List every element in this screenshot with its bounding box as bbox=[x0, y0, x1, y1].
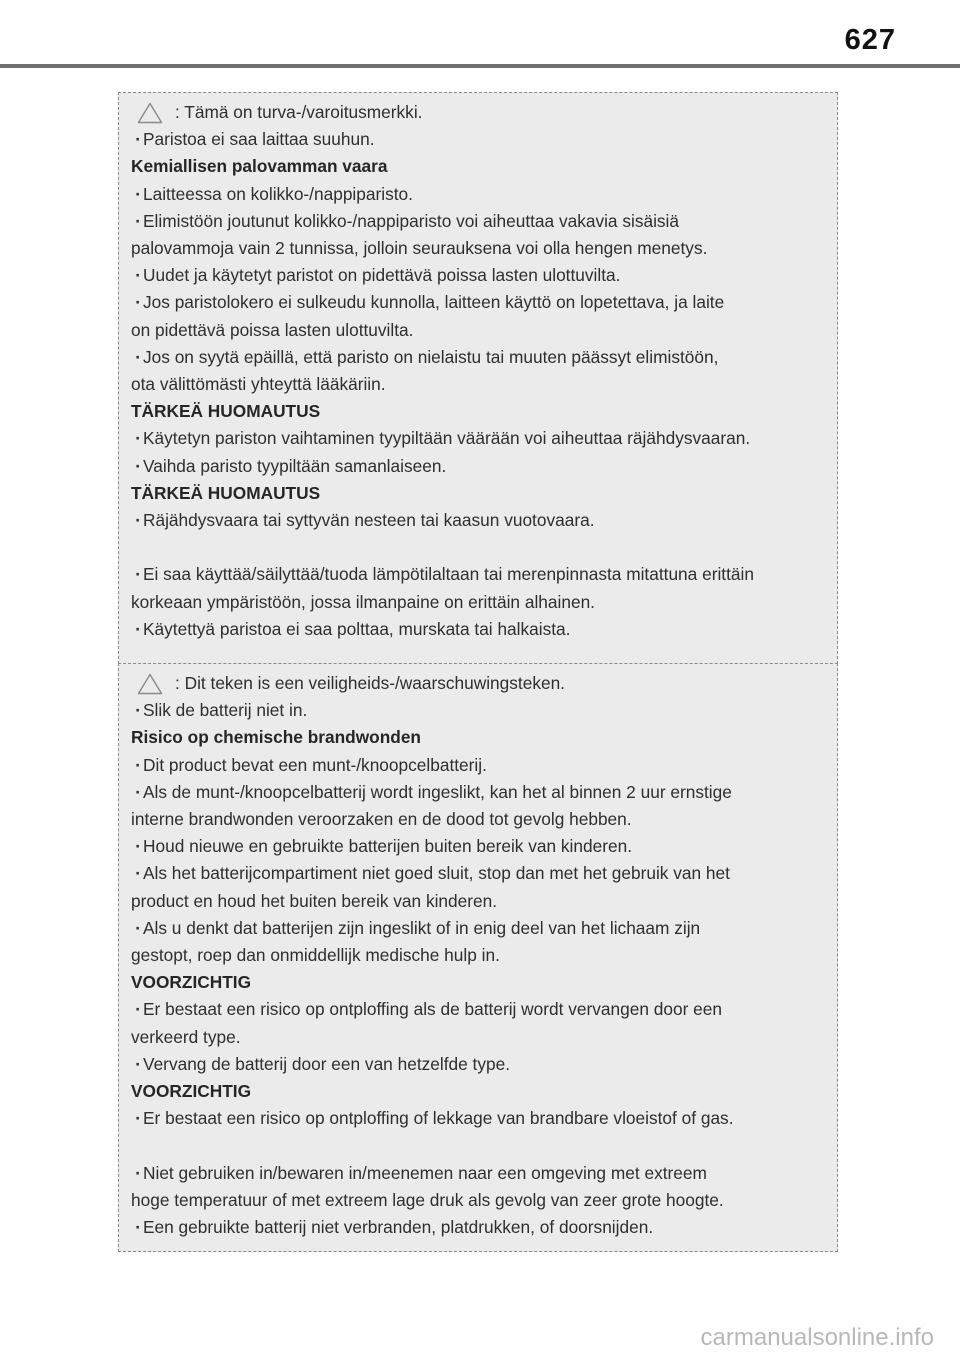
section-heading: VOORZICHTIG bbox=[131, 972, 252, 993]
bullet-item: · Uudet ja käytetyt paristot on pidettävä poissa lasten ulottuvilta. bbox=[131, 262, 827, 289]
dutch-warning-box bbox=[118, 663, 838, 1252]
bullet-item: · Als u denkt dat batterijen zijn ingeslikt of in enig deel van het lichaam zijn bbox=[131, 915, 827, 942]
continuation-line: product en houd het buiten bereik van kinderen. bbox=[131, 890, 498, 911]
header-rule bbox=[0, 64, 960, 68]
section-heading: Kemiallisen palovamman vaara bbox=[131, 156, 388, 177]
bullet-item: · Vaihda paristo tyypiltään samanlaiseen. bbox=[131, 453, 827, 480]
bullet-item: · Jos on syytä epäillä, että paristo on nielaistu tai muuten päässyt elimistöön, bbox=[131, 344, 827, 371]
section-heading: Risico op chemische brandwonden bbox=[131, 727, 421, 748]
watermark: carmanualsonline.info bbox=[700, 1324, 934, 1351]
warning-triangle-icon bbox=[137, 673, 163, 695]
bullet-item: · Elimistöön joutunut kolikko-/nappiparisto voi aiheuttaa vakavia sisäisiä bbox=[131, 208, 827, 235]
symbol-text: : Tämä on turva-/varoitusmerkki. bbox=[175, 102, 423, 122]
bullet-item: · Slik de batterij niet in. bbox=[131, 697, 827, 724]
bullet-item: · Ei saa käyttää/säilyttää/tuoda lämpötilaltaan tai merenpinnasta mitattuna erittäin bbox=[131, 561, 827, 588]
symbol-line bbox=[131, 670, 827, 697]
bullet-item: · Dit product bevat een munt-/knoopcelbatterij. bbox=[131, 752, 827, 779]
page-number: 627 bbox=[844, 24, 896, 56]
continuation-line: palovammoja vain 2 tunnissa, jolloin seurauksena voi olla hengen menetys. bbox=[131, 238, 708, 259]
warning-triangle-icon bbox=[137, 102, 163, 124]
bullet-item: · Käytetyn pariston vaihtaminen tyypiltään väärään voi aiheuttaa räjähdysvaaran. bbox=[131, 425, 827, 452]
bullet-item: · Er bestaat een risico op ontploffing of lekkage van brandbare vloeistof of gas. bbox=[131, 1105, 827, 1132]
bullet-item: · Käytettyä paristoa ei saa polttaa, murskata tai halkaista. bbox=[131, 616, 827, 643]
symbol-text: : Dit teken is een veiligheids-/waarschuwingsteken. bbox=[175, 673, 565, 693]
bullet-item: · Houd nieuwe en gebruikte batterijen buiten bereik van kinderen. bbox=[131, 833, 827, 860]
bullet-item: · Vervang de batterij door een van hetzelfde type. bbox=[131, 1051, 827, 1078]
continuation-line: gestopt, roep dan onmiddellijk medische hulp in. bbox=[131, 945, 500, 966]
paragraph-gap bbox=[131, 534, 827, 561]
symbol-line bbox=[131, 99, 827, 126]
bullet-item: · Laitteessa on kolikko-/nappiparisto. bbox=[131, 181, 827, 208]
paragraph-gap bbox=[131, 1132, 827, 1159]
continuation-line: interne brandwonden veroorzaken en de dood tot gevolg hebben. bbox=[131, 809, 632, 830]
continuation-line: korkeaan ympäristöön, jossa ilmanpaine on erittäin alhainen. bbox=[131, 591, 595, 612]
continuation-line: verkeerd type. bbox=[131, 1026, 241, 1047]
continuation-line: hoge temperatuur of met extreem lage druk als gevolg van zeer grote hoogte. bbox=[131, 1189, 724, 1210]
finnish-warning-box bbox=[118, 92, 838, 664]
dutch-lines bbox=[131, 697, 827, 1241]
bullet-item: · Räjähdysvaara tai syttyvän nesteen tai kaasun vuotovaara. bbox=[131, 507, 827, 534]
finnish-lines bbox=[131, 126, 827, 643]
bullet-item: · Paristoa ei saa laittaa suuhun. bbox=[131, 126, 827, 153]
bullet-item: · Als de munt-/knoopcelbatterij wordt ingeslikt, kan het al binnen 2 uur ernstige bbox=[131, 779, 827, 806]
continuation-line: on pidettävä poissa lasten ulottuvilta. bbox=[131, 319, 414, 340]
continuation-line: ota välittömästi yhteyttä lääkäriin. bbox=[131, 374, 386, 395]
section-heading: TÄRKEÄ HUOMAUTUS bbox=[131, 482, 321, 503]
bullet-item: · Er bestaat een risico op ontploffing als de batterij wordt vervangen door een bbox=[131, 996, 827, 1023]
bullet-item: · Een gebruikte batterij niet verbranden, platdrukken, of doorsnijden. bbox=[131, 1214, 827, 1241]
bullet-item: · Jos paristolokero ei sulkeudu kunnolla, laitteen käyttö on lopetettava, ja laite bbox=[131, 289, 827, 316]
bullet-item: · Niet gebruiken in/bewaren in/meenemen naar een omgeving met extreem bbox=[131, 1160, 827, 1187]
section-heading: VOORZICHTIG bbox=[131, 1081, 252, 1102]
section-heading: TÄRKEÄ HUOMAUTUS bbox=[131, 401, 321, 422]
bullet-item: · Als het batterijcompartiment niet goed sluit, stop dan met het gebruik van het bbox=[131, 860, 827, 887]
